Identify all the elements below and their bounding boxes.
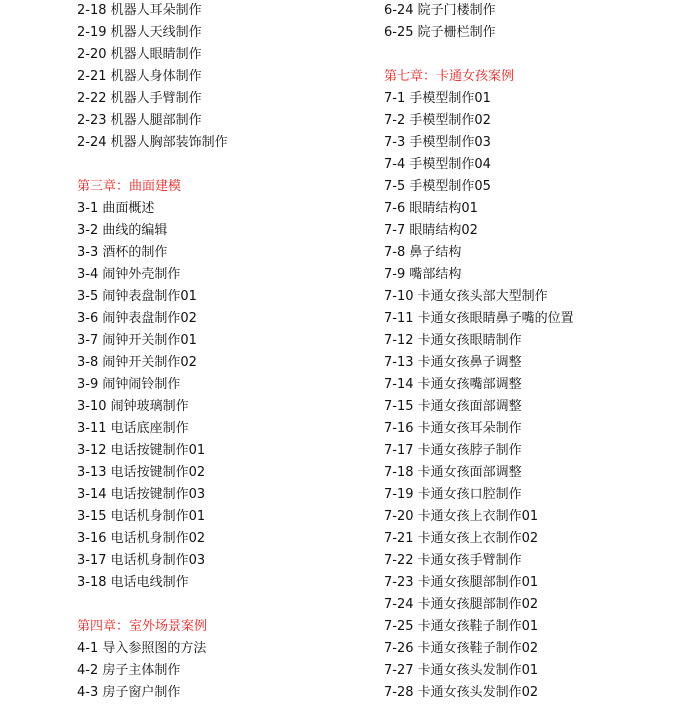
lesson-item: 7-7 眼睛结构02 (384, 223, 478, 238)
lesson-item: 2-18 机器人耳朵制作 (77, 3, 202, 18)
lesson-item: 3-4 闹钟外壳制作 (77, 267, 181, 282)
lesson-item: 7-18 卡通女孩面部调整 (384, 465, 522, 480)
section-spacer (77, 594, 228, 616)
lesson-item: 7-23 卡通女孩腿部制作01 (384, 575, 539, 590)
lesson-item: 7-4 手模型制作04 (384, 157, 491, 172)
right-column (384, 0, 574, 704)
lesson-item: 2-22 机器人手臂制作 (77, 91, 202, 106)
lesson-item: 3-8 闹钟开关制作02 (77, 355, 197, 370)
lesson-item: 3-7 闹钟开关制作01 (77, 333, 197, 348)
lesson-item: 3-16 电话机身制作02 (77, 531, 206, 546)
lesson-item: 7-21 卡通女孩上衣制作02 (384, 531, 539, 546)
lesson-item: 7-16 卡通女孩耳朵制作 (384, 421, 522, 436)
lesson-item: 7-9 嘴部结构 (384, 267, 462, 282)
lesson-item: 3-1 曲面概述 (77, 201, 155, 216)
lesson-item: 3-15 电话机身制作01 (77, 509, 206, 524)
lesson-item: 7-15 卡通女孩面部调整 (384, 399, 522, 414)
lesson-item: 3-18 电话电线制作 (77, 575, 189, 590)
lesson-item: 7-14 卡通女孩嘴部调整 (384, 377, 522, 392)
lesson-item: 7-3 手模型制作03 (384, 135, 491, 150)
lesson-item: 3-5 闹钟表盘制作01 (77, 289, 197, 304)
lesson-item: 3-9 闹钟闹铃制作 (77, 377, 181, 392)
lesson-item: 7-6 眼睛结构01 (384, 201, 478, 216)
lesson-item: 7-25 卡通女孩鞋子制作01 (384, 619, 539, 634)
lesson-item: 3-3 酒杯的制作 (77, 245, 168, 260)
lesson-item: 2-20 机器人眼睛制作 (77, 47, 202, 62)
lesson-item: 4-3 房子窗户制作 (77, 685, 181, 700)
lesson-item: 7-24 卡通女孩腿部制作02 (384, 597, 539, 612)
lesson-item: 3-14 电话按键制作03 (77, 487, 206, 502)
lesson-item: 3-13 电话按键制作02 (77, 465, 206, 480)
lesson-item: 2-23 机器人腿部制作 (77, 113, 202, 128)
chapter-heading: 第四章：室外场景案例 (77, 619, 208, 634)
chapter-heading: 第三章：曲面建模 (77, 179, 182, 194)
lesson-item: 7-11 卡通女孩眼睛鼻子嘴的位置 (384, 311, 574, 326)
section-spacer (384, 44, 574, 66)
lesson-item: 3-2 曲线的编辑 (77, 223, 168, 238)
lesson-item: 6-25 院子栅栏制作 (384, 25, 496, 40)
lesson-item: 7-19 卡通女孩口腔制作 (384, 487, 522, 502)
lesson-item: 7-5 手模型制作05 (384, 179, 491, 194)
lesson-item: 7-20 卡通女孩上衣制作01 (384, 509, 539, 524)
lesson-item: 3-12 电话按键制作01 (77, 443, 206, 458)
lesson-item: 4-1 导入参照图的方法 (77, 641, 207, 656)
lesson-item: 3-17 电话机身制作03 (77, 553, 206, 568)
chapter-heading: 第七章：卡通女孩案例 (384, 69, 515, 84)
lesson-item: 2-19 机器人天线制作 (77, 25, 202, 40)
lesson-item: 2-21 机器人身体制作 (77, 69, 202, 84)
lesson-item: 7-27 卡通女孩头发制作01 (384, 663, 539, 678)
lesson-item: 7-10 卡通女孩头部大型制作 (384, 289, 548, 304)
lesson-item: 7-13 卡通女孩鼻子调整 (384, 355, 522, 370)
lesson-item: 7-1 手模型制作01 (384, 91, 491, 106)
lesson-item: 7-8 鼻子结构 (384, 245, 462, 260)
left-column (77, 0, 228, 704)
lesson-item: 7-2 手模型制作02 (384, 113, 491, 128)
lesson-item: 7-22 卡通女孩手臂制作 (384, 553, 522, 568)
lesson-item: 7-26 卡通女孩鞋子制作02 (384, 641, 539, 656)
lesson-item: 3-6 闹钟表盘制作02 (77, 311, 197, 326)
lesson-item: 6-24 院子门楼制作 (384, 3, 496, 18)
lesson-item: 4-2 房子主体制作 (77, 663, 181, 678)
lesson-item: 7-12 卡通女孩眼睛制作 (384, 333, 522, 348)
lesson-item: 7-28 卡通女孩头发制作02 (384, 685, 539, 700)
section-spacer (77, 154, 228, 176)
lesson-item: 3-11 电话底座制作 (77, 421, 189, 436)
lesson-item: 3-10 闹钟玻璃制作 (77, 399, 189, 414)
lesson-item: 7-17 卡通女孩脖子制作 (384, 443, 522, 458)
lesson-item: 2-24 机器人胸部装饰制作 (77, 135, 228, 150)
